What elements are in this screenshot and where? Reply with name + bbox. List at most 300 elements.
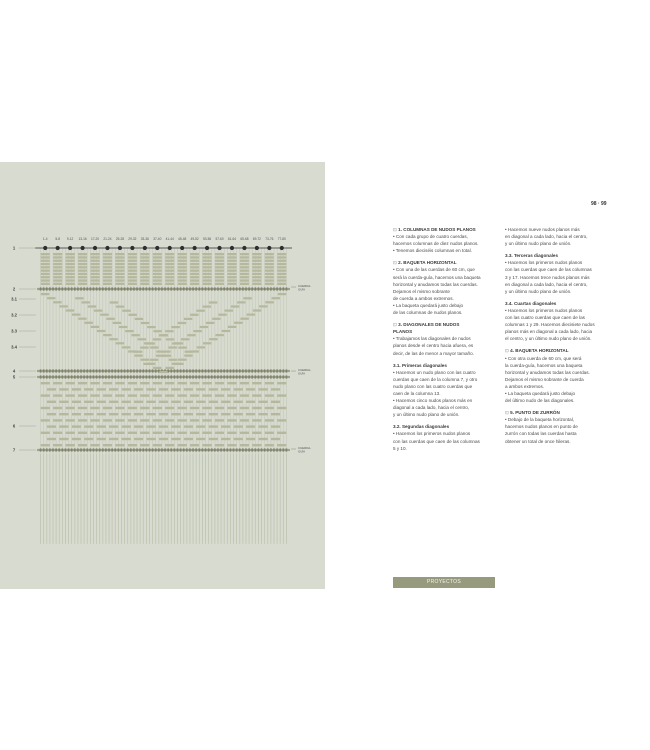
bar-knot <box>133 375 135 378</box>
guide-label: GUÍA <box>298 449 306 454</box>
step-heading-text: 1. COLUMNAS DE NUDOS PLANOS <box>398 227 476 232</box>
diagonal-knot <box>72 314 80 316</box>
zurron-knot <box>277 407 286 409</box>
square-knot <box>227 279 236 281</box>
bar-knot <box>124 448 126 451</box>
square-knot <box>140 270 149 272</box>
zurron-knot <box>277 394 286 396</box>
square-knot <box>165 260 174 262</box>
bar-knot <box>270 375 272 378</box>
bar-knot <box>236 369 238 372</box>
instruction-line: zurrón con todas las cuerdas hasta <box>505 431 577 437</box>
bar-knot <box>245 369 247 372</box>
bar-knot <box>52 448 54 451</box>
zurron-knot <box>103 407 112 409</box>
zurron-knot <box>171 388 180 390</box>
diagonal-knot <box>141 359 149 361</box>
bar-knot <box>158 287 160 290</box>
instruction-line: y un último nudo plano de unión. <box>505 241 572 247</box>
zurron-knot <box>265 419 274 421</box>
column-label: 37-40 <box>153 237 162 241</box>
instruction-line: • Con una de las cuerdas de 60 cm, que <box>393 267 475 273</box>
bar-knot <box>264 448 266 451</box>
zurron-knot <box>53 382 62 384</box>
zurron-knot <box>240 419 249 421</box>
bar-knot <box>49 448 51 451</box>
zurron-knot <box>265 444 274 446</box>
bar-knot <box>152 448 154 451</box>
zurron-knot <box>103 382 112 384</box>
column-label: 29-32 <box>128 237 137 241</box>
diagonal-knot <box>272 297 280 299</box>
diagonal-knot <box>153 330 161 332</box>
bar-knot <box>136 287 138 290</box>
diagonal-knot <box>153 367 161 369</box>
bar-knot <box>52 369 54 372</box>
diagonal-knot <box>91 326 99 328</box>
column-label: 77-80 <box>277 237 286 241</box>
instruction-line: • La baqueta quedará justo debajo <box>505 390 576 396</box>
step-heading-cont: PLANOS <box>393 329 413 335</box>
instruction-line: • Hacemos los primeros nudos planos <box>393 431 471 437</box>
square-knot <box>215 256 224 258</box>
square-knot <box>140 266 149 268</box>
zurron-knot <box>134 401 143 403</box>
diagonal-knot <box>222 330 230 332</box>
bar-knot <box>258 369 260 372</box>
zurron-knot <box>240 394 249 396</box>
diagonal-knot <box>243 297 251 299</box>
bar-knot <box>93 287 95 290</box>
bar-knot <box>108 448 110 451</box>
zurron-knot <box>171 401 180 403</box>
bar-knot <box>248 375 250 378</box>
square-knot <box>215 279 224 281</box>
square-knot <box>140 256 149 258</box>
square-knot <box>78 273 87 275</box>
zurron-knot <box>153 407 162 409</box>
square-knot <box>140 260 149 262</box>
square-knot <box>227 266 236 268</box>
bar-knot <box>245 287 247 290</box>
bar-knot <box>174 287 176 290</box>
square-knot <box>165 279 174 281</box>
square-knot <box>103 266 112 268</box>
zurron-knot <box>128 394 137 396</box>
zurron-knot <box>72 425 81 427</box>
instruction-line: y un último nudo plano de unión. <box>393 412 460 418</box>
diagonal-knot <box>231 305 239 307</box>
square-knot <box>41 273 50 275</box>
bar-knot <box>62 448 64 451</box>
instruction-line: • Hacemos los primeros nudos planos <box>505 260 583 266</box>
instruction-line: • Hacemos un nudo plano con las cuatro <box>393 369 476 375</box>
square-knot <box>91 266 100 268</box>
zurron-knot <box>246 438 255 440</box>
square-knot <box>53 276 62 278</box>
diagonal-knot <box>75 297 83 299</box>
bar-knot <box>86 369 88 372</box>
diagonal-knot <box>122 310 130 312</box>
zurron-knot <box>59 388 68 390</box>
bar-knot <box>164 375 166 378</box>
square-knot <box>41 276 50 278</box>
instruction-line: en diagonal a cada lado, hacia el centro, <box>505 281 588 287</box>
column-label: 49-52 <box>190 237 199 241</box>
bar-knot <box>214 375 216 378</box>
square-knot <box>153 260 162 262</box>
zurron-knot <box>196 401 205 403</box>
zurron-knot <box>271 401 280 403</box>
bar-knot <box>264 375 266 378</box>
diagonal-knot <box>153 338 161 340</box>
bar-knot <box>130 287 132 290</box>
bar-knot <box>220 448 222 451</box>
diagonal-knot <box>265 301 273 303</box>
bar-knot <box>71 369 73 372</box>
bar-knot <box>108 369 110 372</box>
bar-knot <box>102 369 104 372</box>
zurron-knot <box>209 401 218 403</box>
diagonal-knot <box>218 314 226 316</box>
diagonal-knot <box>60 305 68 307</box>
bar-knot <box>55 369 57 372</box>
bar-knot <box>230 448 232 451</box>
bar-knot <box>65 448 67 451</box>
square-knot <box>78 266 87 268</box>
zurron-knot <box>109 388 118 390</box>
bar-knot <box>189 287 191 290</box>
square-knot <box>178 279 187 281</box>
diagonal-knot <box>150 359 158 361</box>
row-label: 4 <box>12 368 16 374</box>
row-label: 3.4 <box>11 344 17 350</box>
bar-knot <box>261 369 263 372</box>
bar-knot <box>149 287 151 290</box>
guide-label: CUERDA- <box>298 284 312 288</box>
bar-knot <box>283 369 285 372</box>
bar-knot <box>86 375 88 378</box>
bar-knot <box>58 448 60 451</box>
square-knot <box>66 276 75 278</box>
bar-knot <box>133 287 135 290</box>
bar-knot <box>152 375 154 378</box>
bar-knot <box>127 448 129 451</box>
bar-knot <box>55 375 57 378</box>
bar-knot <box>155 448 157 451</box>
diagonal-knot <box>200 326 208 328</box>
bar-knot <box>192 448 194 451</box>
zurron-knot <box>78 382 87 384</box>
square-knot <box>53 263 62 265</box>
bar-knot <box>146 448 148 451</box>
zurron-knot <box>66 407 75 409</box>
bar-knot <box>161 448 163 451</box>
diagonal-knot <box>146 342 154 344</box>
step-marker-icon: ⊡ <box>393 260 399 266</box>
zurron-knot <box>59 413 68 415</box>
diagonal-knot <box>141 322 149 324</box>
bar-knot <box>90 448 92 451</box>
bar-knot <box>183 448 185 451</box>
square-knot <box>78 270 87 272</box>
bar-knot <box>273 448 275 451</box>
column-label: 73-76 <box>265 237 274 241</box>
bar-knot <box>239 287 241 290</box>
zurron-knot <box>277 432 286 434</box>
bar-knot <box>40 369 42 372</box>
bar-knot <box>43 369 45 372</box>
square-knot <box>153 270 162 272</box>
bar-knot <box>111 448 113 451</box>
zurron-knot <box>53 432 62 434</box>
bar-knot <box>86 287 88 290</box>
square-knot <box>66 256 75 258</box>
zurron-knot <box>202 407 211 409</box>
zurron-knot <box>259 388 268 390</box>
diagonal-knot <box>185 351 193 353</box>
bar-knot <box>217 375 219 378</box>
bar-knot <box>124 375 126 378</box>
bar-knot <box>111 375 113 378</box>
zurron-knot <box>103 394 112 396</box>
square-knot <box>240 279 249 281</box>
diagonal-knot <box>184 355 192 357</box>
bar-knot <box>77 369 79 372</box>
square-knot <box>240 270 249 272</box>
square-knot <box>78 253 87 255</box>
bar-knot <box>267 287 269 290</box>
zurron-knot <box>90 419 99 421</box>
bar-knot <box>96 287 98 290</box>
bar-knot <box>276 287 278 290</box>
substep-heading: 3.1. Primeras diagonales <box>393 362 447 368</box>
zurron-knot <box>153 419 162 421</box>
bar-knot <box>195 375 197 378</box>
square-knot <box>41 283 50 285</box>
zurron-knot <box>271 388 280 390</box>
square-knot <box>128 266 137 268</box>
zurron-knot <box>259 438 268 440</box>
guide-label: CUERDA- <box>298 368 312 372</box>
diagonal-knot <box>122 346 130 348</box>
square-knot <box>277 283 286 285</box>
zurron-knot <box>128 407 137 409</box>
diagonal-knot <box>203 342 211 344</box>
square-knot <box>41 279 50 281</box>
square-knot <box>153 276 162 278</box>
bar-knot <box>118 287 120 290</box>
bar-knot <box>239 369 241 372</box>
zurron-knot <box>221 413 230 415</box>
zurron-knot <box>246 388 255 390</box>
bar-knot <box>124 287 126 290</box>
bar-knot <box>105 287 107 290</box>
bar-knot <box>174 448 176 451</box>
bar-knot <box>49 375 51 378</box>
square-knot <box>277 263 286 265</box>
zurron-knot <box>97 438 106 440</box>
column-label: 53-56 <box>202 237 212 241</box>
row-label: 3.3 <box>11 328 17 334</box>
zurron-knot <box>277 444 286 446</box>
zurron-knot <box>97 413 106 415</box>
bar-knot <box>273 287 275 290</box>
square-knot <box>78 279 87 281</box>
square-knot <box>53 260 62 262</box>
bar-knot <box>220 369 222 372</box>
square-knot <box>265 253 274 255</box>
bar-knot <box>279 287 281 290</box>
bar-knot <box>80 375 82 378</box>
bar-knot <box>195 369 197 372</box>
square-knot <box>53 253 62 255</box>
bar-knot <box>105 369 107 372</box>
square-knot <box>190 273 199 275</box>
square-knot <box>178 270 187 272</box>
zurron-knot <box>265 432 274 434</box>
zurron-knot <box>271 438 280 440</box>
square-knot <box>265 279 274 281</box>
zurron-knot <box>53 407 62 409</box>
square-knot <box>103 253 112 255</box>
square-knot <box>277 260 286 262</box>
square-knot <box>240 283 249 285</box>
bar-knot <box>46 448 48 451</box>
diagonal-knot <box>172 342 180 344</box>
bar-knot <box>49 369 51 372</box>
bar-knot <box>161 287 163 290</box>
bar-knot <box>65 287 67 290</box>
zurron-knot <box>159 425 168 427</box>
instruction-line: • Debajo de la baqueta horizontal, <box>505 417 575 423</box>
zurron-knot <box>202 432 211 434</box>
bar-knot <box>220 287 222 290</box>
zurron-knot <box>53 444 62 446</box>
zurron-knot <box>227 407 236 409</box>
diagonal-knot <box>193 330 201 332</box>
zurron-knot <box>78 432 87 434</box>
bar-knot <box>164 448 166 451</box>
square-knot <box>103 276 112 278</box>
diagonal-knot <box>110 301 118 303</box>
bar-knot <box>130 448 132 451</box>
square-knot <box>66 273 75 275</box>
bar-knot <box>264 369 266 372</box>
zurron-knot <box>240 407 249 409</box>
zurron-knot <box>209 413 218 415</box>
zurron-knot <box>128 444 137 446</box>
zurron-knot <box>47 425 56 427</box>
instruction-line: planos más en diagonal a cada lado, hacia <box>505 329 593 335</box>
instruction-line: • Hacemos cinco nudos planos más en <box>393 398 473 404</box>
zurron-knot <box>140 407 149 409</box>
zurron-knot <box>41 407 50 409</box>
bar-knot <box>90 369 92 372</box>
diagonal-knot <box>138 338 146 340</box>
bar-knot <box>52 375 54 378</box>
zurron-knot <box>90 394 99 396</box>
square-knot <box>265 283 274 285</box>
bar-knot <box>211 287 213 290</box>
bar-knot <box>251 375 253 378</box>
zurron-knot <box>234 438 243 440</box>
diagonal-knot <box>84 322 92 324</box>
bar-knot <box>261 287 263 290</box>
square-knot <box>215 253 224 255</box>
zurron-knot <box>221 388 230 390</box>
bar-knot <box>40 375 42 378</box>
instruction-line: decir, de las de menor a mayor tamaño. <box>393 350 474 356</box>
zurron-knot <box>115 419 124 421</box>
instruction-line: • Hacemos nueve nudos planos más <box>505 227 580 232</box>
zurron-knot <box>103 432 112 434</box>
square-knot <box>203 253 212 255</box>
square-knot <box>115 266 124 268</box>
diagram-panel <box>0 162 325 589</box>
square-knot <box>53 273 62 275</box>
instruction-line: de las columnas de nudos planos. <box>393 310 463 316</box>
bar-knot <box>121 448 123 451</box>
diagonal-knot <box>209 338 217 340</box>
bar-knot <box>180 287 182 290</box>
zurron-knot <box>240 432 249 434</box>
square-knot <box>103 263 112 265</box>
bar-knot <box>286 375 288 378</box>
bar-knot <box>114 287 116 290</box>
square-knot <box>277 266 286 268</box>
zurron-knot <box>227 444 236 446</box>
zurron-knot <box>53 419 62 421</box>
bar-knot <box>102 448 104 451</box>
square-knot <box>103 256 112 258</box>
bar-knot <box>255 287 257 290</box>
zurron-knot <box>184 438 193 440</box>
zurron-knot <box>221 425 230 427</box>
square-knot <box>103 273 112 275</box>
bar-knot <box>270 287 272 290</box>
column-label: 17-20 <box>90 237 100 241</box>
zurron-knot <box>178 444 187 446</box>
instruction-line: diagonal a cada lado, hacia el centro, <box>393 405 470 411</box>
zurron-knot <box>259 425 268 427</box>
row-label: 6 <box>12 423 16 429</box>
diagonal-knot <box>225 310 233 312</box>
column-label: 45-48 <box>178 237 187 241</box>
square-knot <box>53 256 62 258</box>
zurron-knot <box>277 419 286 421</box>
square-knot <box>203 266 212 268</box>
zurron-knot <box>184 413 193 415</box>
guide-label: CUERDA- <box>298 446 312 450</box>
bar-knot <box>177 375 179 378</box>
bar-knot <box>217 287 219 290</box>
bar-knot <box>49 287 51 290</box>
square-knot <box>252 270 261 272</box>
column-label: 65-68 <box>240 237 249 241</box>
bar-knot <box>133 448 135 451</box>
bar-knot <box>202 375 204 378</box>
bar-knot <box>177 448 179 451</box>
square-knot <box>153 283 162 285</box>
instruction-line: planos desde el centro hacia afuera, es <box>393 343 474 349</box>
zurron-knot <box>72 438 81 440</box>
diagonal-knot <box>175 363 183 365</box>
square-knot <box>165 266 174 268</box>
square-knot <box>203 270 212 272</box>
section-tab-proyectos[interactable]: PROYECTOS <box>393 577 495 588</box>
bar-knot <box>118 448 120 451</box>
